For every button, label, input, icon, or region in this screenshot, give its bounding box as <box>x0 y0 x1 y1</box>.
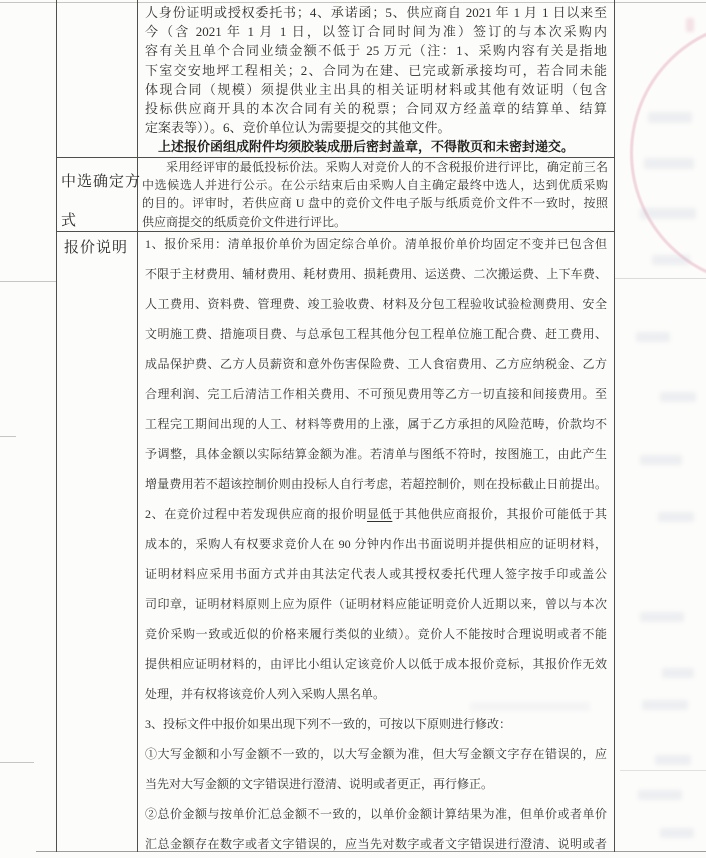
text-line: 成品保护费、乙方人员薪资和意外伤害保险费、工人食宿费用、乙方应纳税金、乙方 <box>145 357 607 371</box>
row-label-baojia: 报价说明 <box>64 240 129 256</box>
left-margin-artifact <box>0 281 57 282</box>
text-line: 成本的，采购人有权要求竞价人在 90 分钟内作出书面说明并提供相应的证明材料， <box>145 537 607 551</box>
table-row-continued-content <box>145 3 607 157</box>
text-line: 人身份证明或授权委托书；4、承诺函；5、供应商自 2021 年 1 月 1 日以来至 <box>145 5 607 20</box>
text-line: 竞价采购一致或近似的价格来履行类似的业绩）。竞价人不能按时合理说明或者不能 <box>145 627 607 641</box>
stamp-fleck-artifact <box>686 18 694 32</box>
stamp-arc-artifact <box>630 20 706 286</box>
bleed-smudge <box>658 512 694 522</box>
text-line: 的目的。评审时，若供应商 U 盘中的竞价文件电子版与纸质竞价文件不一致时，按照 <box>142 196 608 211</box>
text-line: 司印章，证明材料原则上应为原件（证明材料应能证明竞价人近期以来，曾以与本次 <box>145 597 607 611</box>
bleed-smudge <box>640 208 696 219</box>
text-line: 合理利润、完工后清洁工作相关费用、不可预见费用等乙方一切直接和间接费用。至 <box>145 387 607 401</box>
text-line: 3、投标文件中报价如果出现下列不一致的，可按以下原则进行修改： <box>145 717 512 731</box>
text-line: 工程完工期间出现的人工、材料等费用的上涨，属于乙方承担的风险范畴，价款均不 <box>145 417 607 431</box>
text-line: 汇总金额存在数字或者文字错误的，应当先对数字或者文字错误进行澄清、说明或者 <box>145 837 607 851</box>
text-line: 予调整，具体金额以实际结算金额为准。若清单与图纸不符时，按图施工，由此产生 <box>145 447 607 461</box>
bold-note-line: 上述报价函组成附件均须胶装成册后密封盖章，不得散页和未密封递交。 <box>158 139 575 155</box>
text-line: 采用经评审的最低投标价法。采购人对竞价人的不含税报价进行评比，确定前三名 <box>166 160 608 174</box>
left-margin-artifact <box>0 436 16 437</box>
bleed-smudge <box>655 755 691 765</box>
text-line: 不限于主材费用、辅材费用、耗材费用、损耗费用、运送费、二次搬运费、上下车费、 <box>145 267 607 281</box>
bleed-smudge <box>652 255 690 265</box>
underlined-phrase: 显低 <box>366 507 393 521</box>
text-segment: 2、在竞价过程中若发现供应商的报价明 <box>145 507 367 521</box>
bleed-smudge <box>638 790 682 800</box>
text-line: 供应商提交的纸质竞价文件进行评比。 <box>142 214 347 229</box>
bleed-smudge <box>660 392 696 402</box>
text-line: 1、报价采用：清单报价单价为固定综合单价。清单报价单价均固定不变并已包含但 <box>145 237 607 251</box>
bleed-smudge <box>660 828 694 838</box>
text-line: 文明施工费、措施项目费、与总承包工程其他分包工程单位施工配合费、赶工费用、 <box>145 327 607 341</box>
grid-line-right <box>614 0 615 852</box>
text-segment: 于其他供应商报价，其报价可能低于其 <box>392 507 607 521</box>
text-line: 增量费用若不超该控制价则由投标人自行考虑，若超控制价，则在投标截止日前提出。 <box>145 477 607 491</box>
text-line: ①大写金额和小写金额不一致的，以大写金额为准，但大写金额文字存在错误的，应 <box>145 747 607 761</box>
grid-line-left <box>56 0 57 852</box>
grid-line-middle <box>137 0 138 852</box>
bleed-smudge <box>648 112 692 123</box>
text-line: 定案表等））。6、竞价单位认为需要提交的其他文件。 <box>145 120 451 136</box>
bleed-smudge <box>644 158 694 169</box>
row-label-zhongxuan-line1: 中选确定方 <box>61 174 142 190</box>
right-margin-artifact <box>614 278 706 279</box>
text-line: 中选候选人并进行公示。在公示结束后由采购人自主确定最终中选人，达到优质采购 <box>142 178 608 193</box>
text-line: 投标供应商开具的本次合同有关的税票；合同双方经盖章的结算单、结算 <box>145 100 607 116</box>
text-line: 当先对大写金额的文字错误进行澄清、说明或者更正，再行修正。 <box>145 777 494 791</box>
bleed-smudge <box>642 700 688 710</box>
text-line <box>145 499 607 529</box>
right-margin-artifact <box>620 770 706 771</box>
text-line: 证明材料应采用书面方式并由其法定代表人或其授权委托代理人签字按手印或盖公 <box>145 567 607 581</box>
row-label-zhongxuan-line2: 式 <box>61 213 78 229</box>
text-line: 容有关且单个合同业绩金额不低于 25 万元（注：1、采购内容有关是指地 <box>145 43 607 59</box>
text-line: 体现合同（规模）须提供业主出具的相关证明材料或其他有效证明（包含 <box>145 81 607 97</box>
left-margin-artifact <box>0 762 34 763</box>
text-line: 下室交安地坪工程相关；2、合同为在建、已完或新承接均可，若合同未能 <box>145 62 607 78</box>
bleed-smudge <box>636 332 670 342</box>
table-row-baojia-content <box>145 229 607 858</box>
text-line: ②总价金额与按单价汇总金额不一致的，以单价金额计算结果为准，但单价或者单价 <box>145 807 607 821</box>
bleed-smudge <box>640 455 682 465</box>
bleed-smudge <box>640 612 684 622</box>
text-line: 人工费用、资料费、管理费、竣工验收费、材料及分包工程验收试验检测费用、安全 <box>145 297 607 311</box>
text-line: 处理，并有权将该竞价人列入采购人黑名单。 <box>145 687 386 701</box>
text-line: 今（含 2021 年 1 月 1 日，以签订合同时间为准）签订的与本次采购内 <box>145 24 607 40</box>
table-row-zhongxuan-content <box>142 158 608 231</box>
text-line: 提供相应证明材料的，由评比小组认定该竞价人以低于成本报价竞标，其报价作无效 <box>145 657 607 671</box>
bleed-smudge <box>662 668 694 678</box>
